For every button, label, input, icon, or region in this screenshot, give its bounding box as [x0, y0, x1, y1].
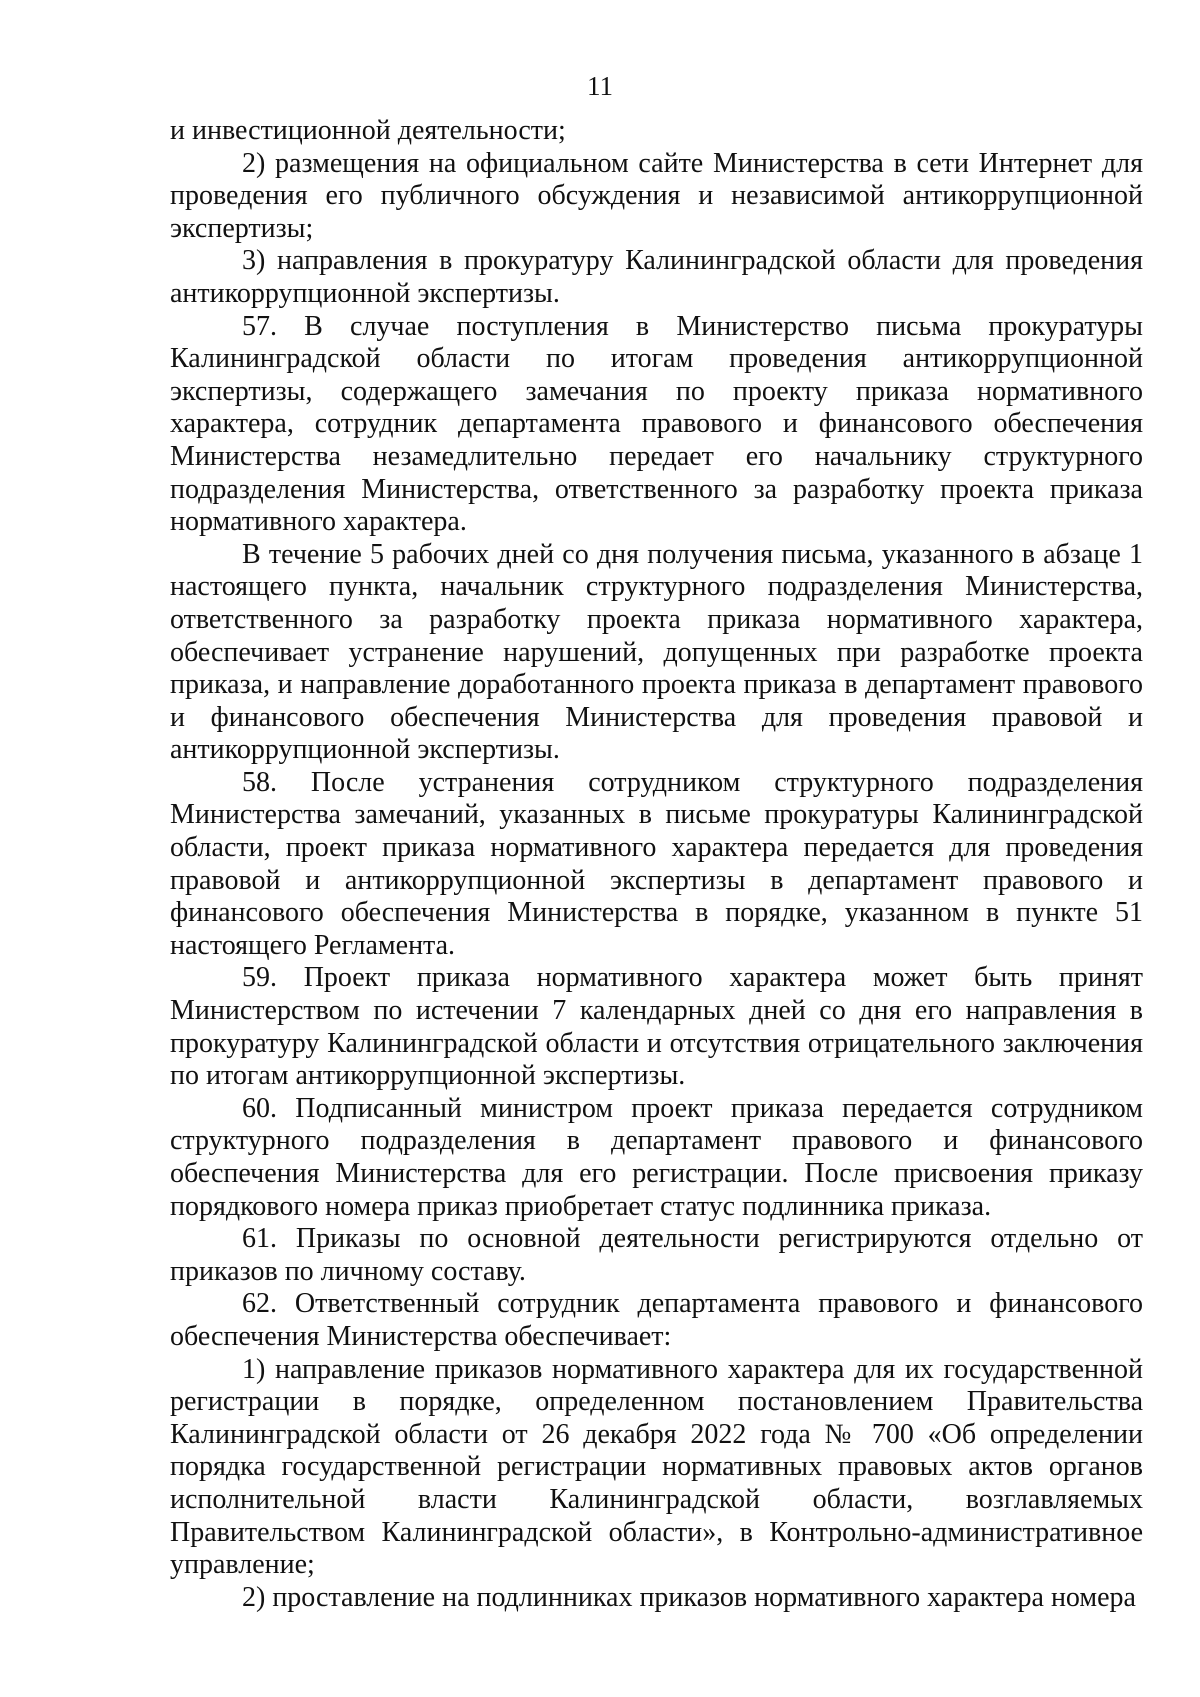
paragraph-clause-62-item-2: 2) проставление на подлинниках приказов нормативного характера номера: [242, 1581, 1136, 1613]
paragraph-item-3: 3) направления в прокуратуру Калининградской области для проведения антикоррупционной экспертизы.: [170, 245, 1143, 309]
paragraph-clause-58: 58. После устранения сотрудником структурного подразделения Министерства замечаний, указанных в письме прокуратуры Калининградской области, проект приказа нормативного характера передается для проведения правовой и антикоррупционной экспертизы в департамент правового и финансового обеспечения Министерства в порядке, указанном в пункте 51 настоящего Регламента.: [170, 766, 1143, 961]
page-number: 11: [587, 71, 613, 101]
paragraph-clause-57: 57. В случае поступления в Министерство письма прокуратуры Калининградской области по итогам проведения антикоррупционной экспертизы, содержащего замечания по проекту приказа нормативного характера, сотрудник департамента правового и финансового обеспечения Министерства незамедлительно передает его начальнику структурного подразделения Министерства, ответственного за разработку проекта приказа нормативного характера.: [170, 310, 1143, 538]
document-body: [170, 115, 1143, 1614]
paragraph-clause-57-part-2: В течение 5 рабочих дней со дня получения письма, указанного в абзаце 1 настоящего пункта, начальник структурного подразделения Министерства, ответственного за разработку проекта приказа нормативного характера, обеспечивает устранение нарушений, допущенных при разработке проекта приказа, и направление доработанного проекта приказа в департамент правового и финансового обеспечения Министерства для проведения правовой и антикоррупционной экспертизы.: [170, 538, 1143, 766]
paragraph-clause-59: 59. Проект приказа нормативного характера может быть принят Министерством по истечении 7 календарных дней со дня его направления в прокуратуру Калининградской области и отсутствия отрицательного заключения по итогам антикоррупционной экспертизы.: [170, 962, 1143, 1092]
paragraph-clause-62-item-1: 1) направление приказов нормативного характера для их государственной регистрации в порядке, определенном постановлением Правительства Калининградской области от 26 декабря 2022 года № 700 «Об определении порядка государственной регистрации нормативных правовых актов органов исполнительной власти Калининградской области, возглавляемых Правительством Калининградской области», в Контрольно-административное управление;: [170, 1353, 1143, 1581]
paragraph-clause-62: 62. Ответственный сотрудник департамента правового и финансового обеспечения Министерства обеспечивает:: [170, 1288, 1143, 1352]
paragraph-clause-60: 60. Подписанный министром проект приказа передается сотрудником структурного подразделения в департамент правового и финансового обеспечения Министерства для его регистрации. После присвоения приказу порядкового номера приказ приобретает статус подлинника приказа.: [170, 1092, 1143, 1222]
paragraph-item-2: 2) размещения на официальном сайте Министерства в сети Интернет для проведения его публичного обсуждения и независимой антикоррупционной экспертизы;: [170, 147, 1143, 244]
paragraph-continuation: и инвестиционной деятельности;: [170, 115, 566, 146]
paragraph-clause-61: 61. Приказы по основной деятельности регистрируются отдельно от приказов по личному составу.: [170, 1223, 1143, 1287]
